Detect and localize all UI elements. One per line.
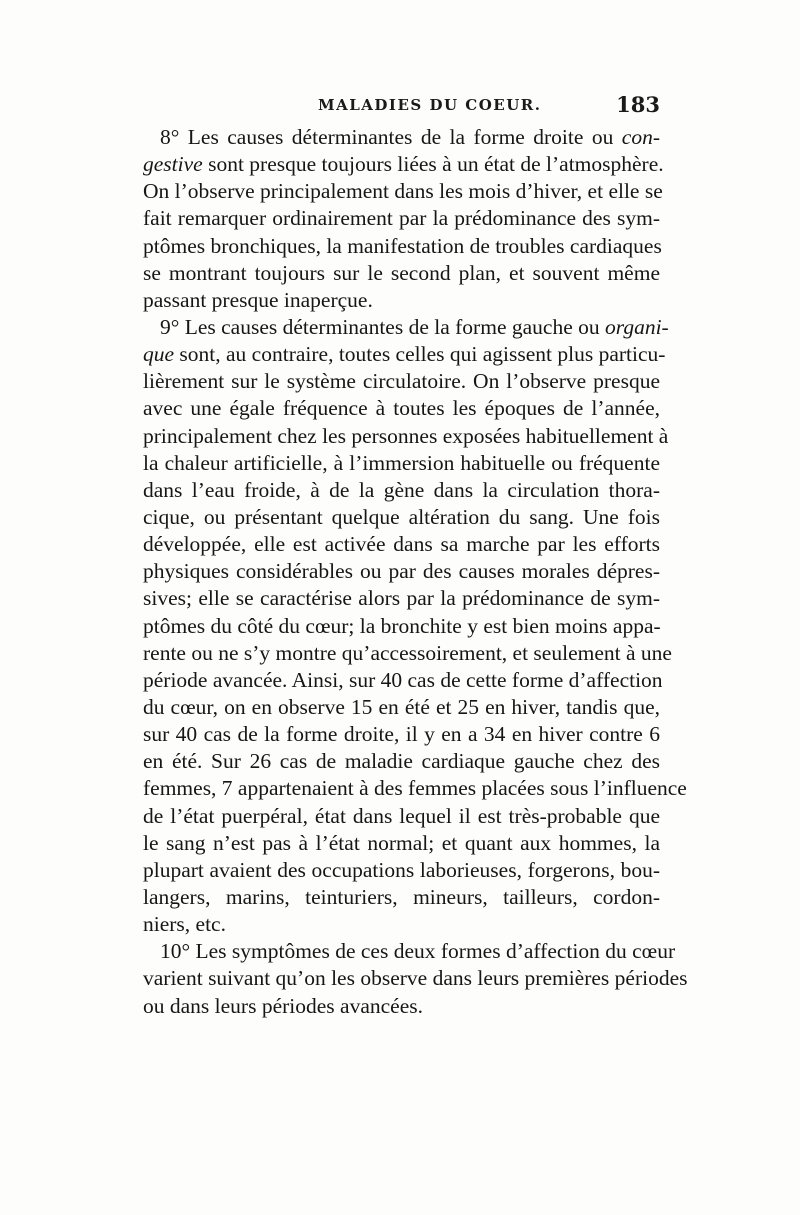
text-line xyxy=(143,423,669,450)
text-run: ou dans leurs périodes avancées. xyxy=(143,993,423,1018)
text-line xyxy=(143,667,663,694)
text-line xyxy=(143,803,660,830)
text-run: 10° Les symptômes de ces deux formes d’affection du cœur xyxy=(160,939,676,964)
text-line xyxy=(143,477,660,504)
page-header xyxy=(143,92,660,122)
text-line xyxy=(143,640,672,667)
italic-text: con- xyxy=(621,125,660,149)
text-line xyxy=(143,748,660,775)
text-run: se montrant toujours sur le second plan, et souvent même xyxy=(143,260,660,285)
text-run: avec une égale fréquence à toutes les époques de l’année, xyxy=(143,396,660,421)
text-line xyxy=(143,911,660,938)
text-run: niers, etc. xyxy=(143,912,226,937)
text-run: développée, elle est activée dans sa marche par les efforts xyxy=(143,532,660,557)
text-line xyxy=(143,205,660,232)
text-line xyxy=(143,721,660,748)
text-run: sont, au contraire, toutes celles qui agissent plus particu- xyxy=(174,342,666,367)
text-run: le sang n’est pas à l’état normal; et quant aux hommes, la xyxy=(143,830,660,855)
text-line xyxy=(143,938,676,965)
text-run: sives; elle se caractérise alors par la prédominance de sym- xyxy=(143,586,660,611)
text-line xyxy=(143,178,663,205)
text-run: plupart avaient des occupations laborieuses, forgerons, bou- xyxy=(143,857,660,882)
text-line xyxy=(143,287,660,314)
text-run: sont presque toujours liées à un état de l’atmosphère. xyxy=(202,152,664,177)
text-run: 9° Les causes déterminantes de la forme gauche ou xyxy=(160,314,605,339)
text-line xyxy=(143,965,688,992)
text-line xyxy=(143,531,660,558)
text-run: lièrement sur le système circulatoire. On l’observe presque xyxy=(143,369,660,394)
text-line xyxy=(143,260,660,287)
text-run: ptômes bronchiques, la manifestation de troubles cardiaques xyxy=(143,233,662,258)
text-line xyxy=(143,613,660,640)
text-run: varient suivant qu’on les observe dans leurs premières périodes xyxy=(143,966,688,991)
text-run: physiques considérables ou par des causes morales dépres- xyxy=(143,559,660,584)
text-run: fait remarquer ordinairement par la prédominance des sym- xyxy=(143,206,660,231)
text-line xyxy=(143,857,660,884)
text-line xyxy=(143,993,660,1020)
text-line xyxy=(143,504,660,531)
text-run: du cœur, on en observe 15 en été et 25 en hiver, tandis que, xyxy=(143,694,660,719)
text-run: femmes, 7 appartenaient à des femmes placées sous l’influence xyxy=(143,776,687,801)
text-run: 8° Les causes déterminantes de la forme droite ou xyxy=(160,125,622,149)
text-line xyxy=(143,694,660,721)
text-line xyxy=(143,775,687,802)
text-line xyxy=(143,368,660,395)
text-run: période avancée. Ainsi, sur 40 cas de cette forme d’affection xyxy=(143,667,663,692)
text-run: dans l’eau froide, à de la gène dans la circulation thora- xyxy=(143,477,660,502)
text-run: la chaleur artificielle, à l’immersion habituelle ou fréquente xyxy=(143,450,660,475)
text-line xyxy=(143,124,660,151)
text-run: sur 40 cas de la forme droite, il y en a 34 en hiver contre 6 xyxy=(143,722,660,747)
text-line xyxy=(143,585,660,612)
text-line xyxy=(143,314,669,341)
text-run: cique, ou présentant quelque altération du sang. Une fois xyxy=(143,504,660,529)
text-line xyxy=(143,395,660,422)
text-run: langers, marins, teinturiers, mineurs, tailleurs, cordon- xyxy=(143,884,660,909)
text-run: de l’état puerpéral, état dans lequel il est très-probable que xyxy=(143,803,660,828)
text-line xyxy=(143,884,660,911)
text-run: passant presque inaperçue. xyxy=(143,287,373,312)
text-run: On l’observe principalement dans les mois d’hiver, et elle se xyxy=(143,179,663,204)
body-text xyxy=(143,124,688,1020)
italic-text: gestive xyxy=(143,152,203,177)
italic-text: que xyxy=(143,342,175,367)
text-run: en été. Sur 26 cas de maladie cardiaque gauche chez des xyxy=(143,749,660,774)
text-line xyxy=(143,151,664,178)
text-run: rente ou ne s’y montre qu’accessoirement, et seulement à une xyxy=(143,640,672,665)
text-line xyxy=(143,233,660,260)
page-number: 183 xyxy=(616,92,660,117)
italic-text: organi- xyxy=(605,314,669,339)
text-line xyxy=(143,558,660,585)
running-head: MALADIES DU COEUR. xyxy=(318,96,542,114)
text-line xyxy=(143,450,660,477)
text-line xyxy=(143,830,660,857)
text-run: principalement chez les personnes exposées habituellement à xyxy=(143,423,669,448)
text-line xyxy=(143,341,666,368)
text-run: ptômes du côté du cœur; la bronchite y est bien moins appa- xyxy=(143,613,661,638)
